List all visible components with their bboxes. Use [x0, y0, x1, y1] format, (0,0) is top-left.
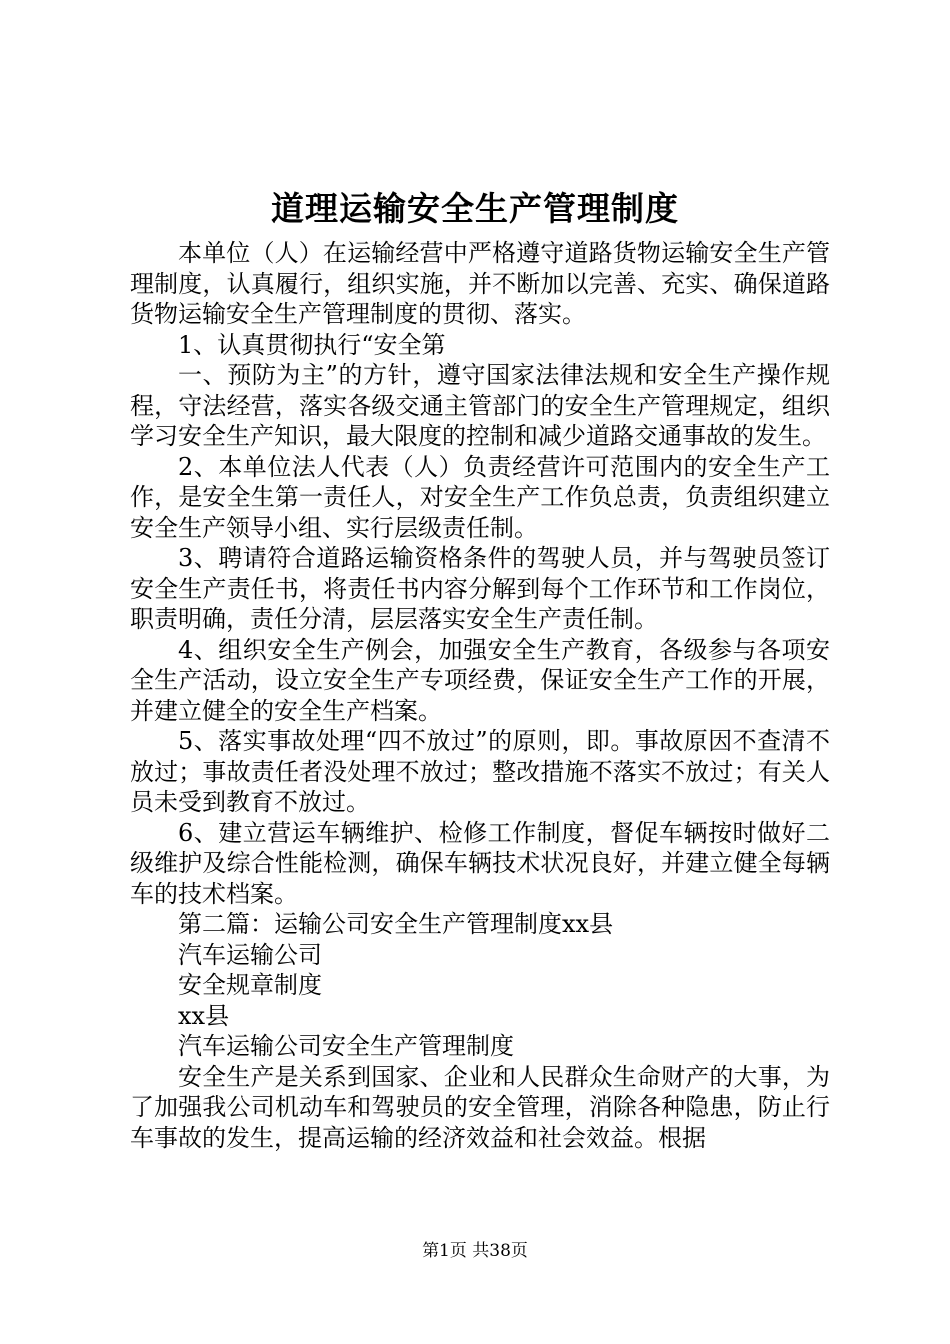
paragraph-item-2: 2、本单位法人代表（人）负责经营许可范围内的安全生产工作，是安全生第一责任人，对安全生产工作负总责，负责组织建立安全生产领导小组、实行层级责任制。: [130, 452, 830, 542]
document-title: 道理运输安全生产管理制度: [271, 189, 679, 228]
section-heading-part-two: 第二篇：运输公司安全生产管理制度xx县: [178, 910, 614, 938]
county-line: xx县: [178, 1001, 230, 1030]
paragraph-item-1-body: 一、预防为主”的方针，遵守国家法律法规和安全生产操作规程，守法经营，落实各级交通主管部门的安全生产管理规定，组织学习安全生产知识，最大限度的控制和减少道路交通事故的发生。: [130, 361, 830, 450]
page-number-footer: 第1页 共38页: [422, 1241, 528, 1261]
paragraph-item-5: 5、落实事故处理“四不放过”的原则，即。事故原因不查清不放过；事故责任者没处理不放过；整改措施不落实不放过；有关人员未受到教育不放过。: [130, 727, 830, 816]
company-name-line: 汽车运输公司: [178, 940, 322, 969]
paragraph-item-3: 3、聘请符合道路运输资格条件的驾驶人员，并与驾驶员签订安全生产责任书，将责任书内容分解到每个工作环节和工作岗位，职责明确，责任分清，层层落实安全生产责任制。: [130, 544, 830, 633]
rules-title-line: 安全规章制度: [178, 971, 322, 999]
regulation-title-line: 汽车运输公司安全生产管理制度: [178, 1032, 514, 1060]
paragraph-item-6: 6、建立营运车辆维护、检修工作制度，督促车辆按时做好二级维护及综合性能检测，确保车辆技术状况良好，并建立健全每辆车的技术档案。: [130, 818, 830, 908]
paragraph-safety-intro: 安全生产是关系到国家、企业和人民群众生命财产的大事，为了加强我公司机动车和驾驶员的安全管理，消除各种隐患，防止行车事故的发生，提高运输的经济效益和社会效益。根据: [130, 1062, 830, 1152]
document-body: [130, 238, 830, 1153]
paragraph-item-1-heading: 1、认真贯彻执行“安全第: [178, 330, 446, 359]
paragraph-intro: 本单位（人）在运输经营中严格遵守道路货物运输安全生产管理制度，认真履行，组织实施，并不断加以完善、充实、确保道路货物运输安全生产管理制度的贯彻、落实。: [130, 239, 830, 328]
paragraph-item-4: 4、组织安全生产例会，加强安全生产教育，各级参与各项安全生产活动，设立安全生产专项经费，保证安全生产工作的开展，并建立健全的安全生产档案。: [130, 635, 830, 725]
